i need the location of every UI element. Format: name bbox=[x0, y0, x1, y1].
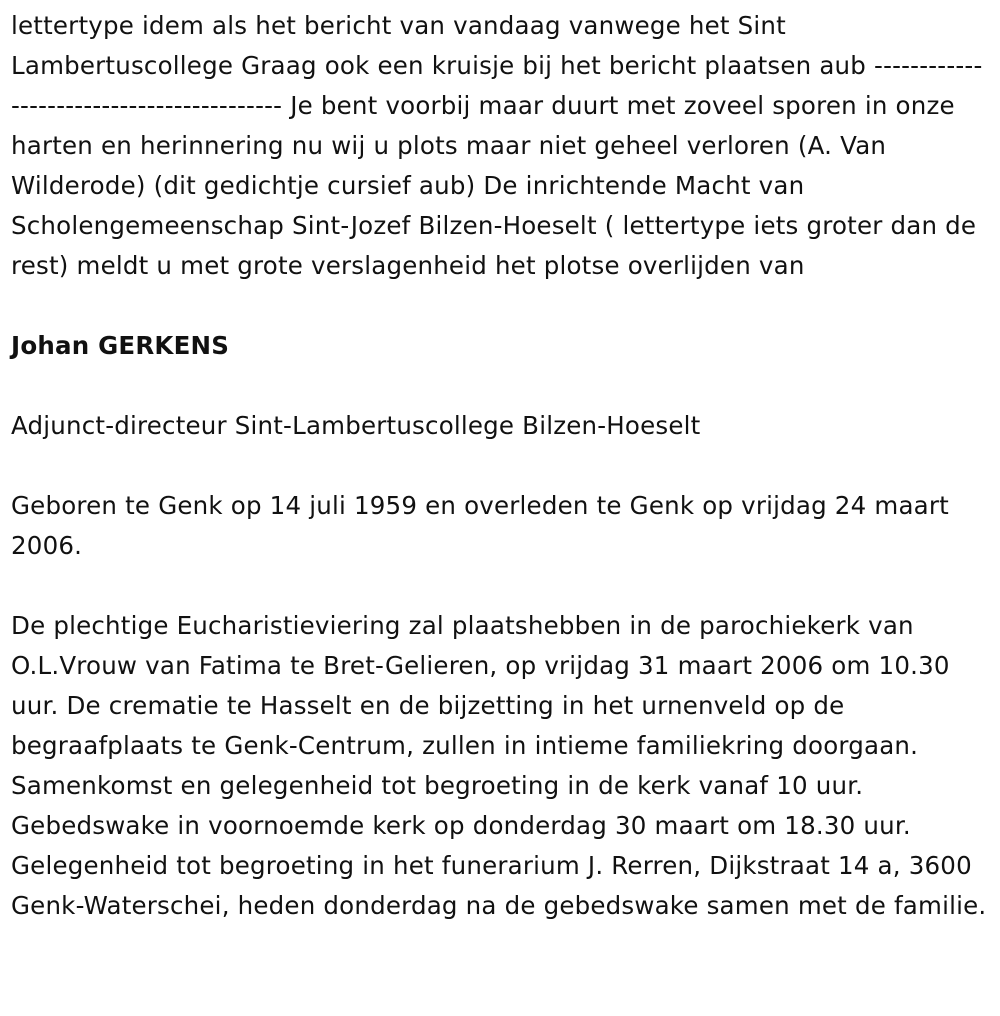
deceased-name: Johan GERKENS bbox=[11, 331, 230, 360]
intro-paragraph: lettertype idem als het bericht van vandaag vanwege het Sint Lambertuscollege Graag ook een kruisje bij het bericht plaatsen aub ------------------------------------------ Je bent voorbij maar duurt met zoveel sporen in onze harten en herinnering nu wij u plots maar niet geheel verloren (A. Van Wilderode) (dit gedichtje cursief aub) De inrichtende Macht van Scholengemeenschap Sint-Jozef Bilzen-Hoeselt ( lettertype iets groter dan de rest) meldt u met grote verslagenheid het plotse overlijden van bbox=[11, 11, 983, 280]
birth-death-paragraph: Geboren te Genk op 14 juli 1959 en overleden te Genk op vrijdag 24 maart 2006. bbox=[11, 491, 949, 560]
ceremony-paragraph: De plechtige Eucharistieviering zal plaatshebben in de parochiekerk van O.L.Vrouw van Fatima te Bret-Gelieren, op vrijdag 31 maart 2006 om 10.30 uur. De crematie te Hasselt en de bijzetting in het urnenveld op de begraafplaats te Genk-Centrum, zullen in intieme familiekring doorgaan. Samenkomst en gelegenheid tot begroeting in de kerk vanaf 10 uur. Gebedswake in voornoemde kerk op donderdag 30 maart om 18.30 uur. Gelegenheid tot begroeting in het funerarium J. Rerren, Dijkstraat 14 a, 3600 Genk-Waterschei, heden donderdag na de gebedswake samen met de familie. bbox=[11, 611, 987, 920]
job-title: Adjunct-directeur Sint-Lambertuscollege Bilzen-Hoeselt bbox=[11, 411, 701, 440]
